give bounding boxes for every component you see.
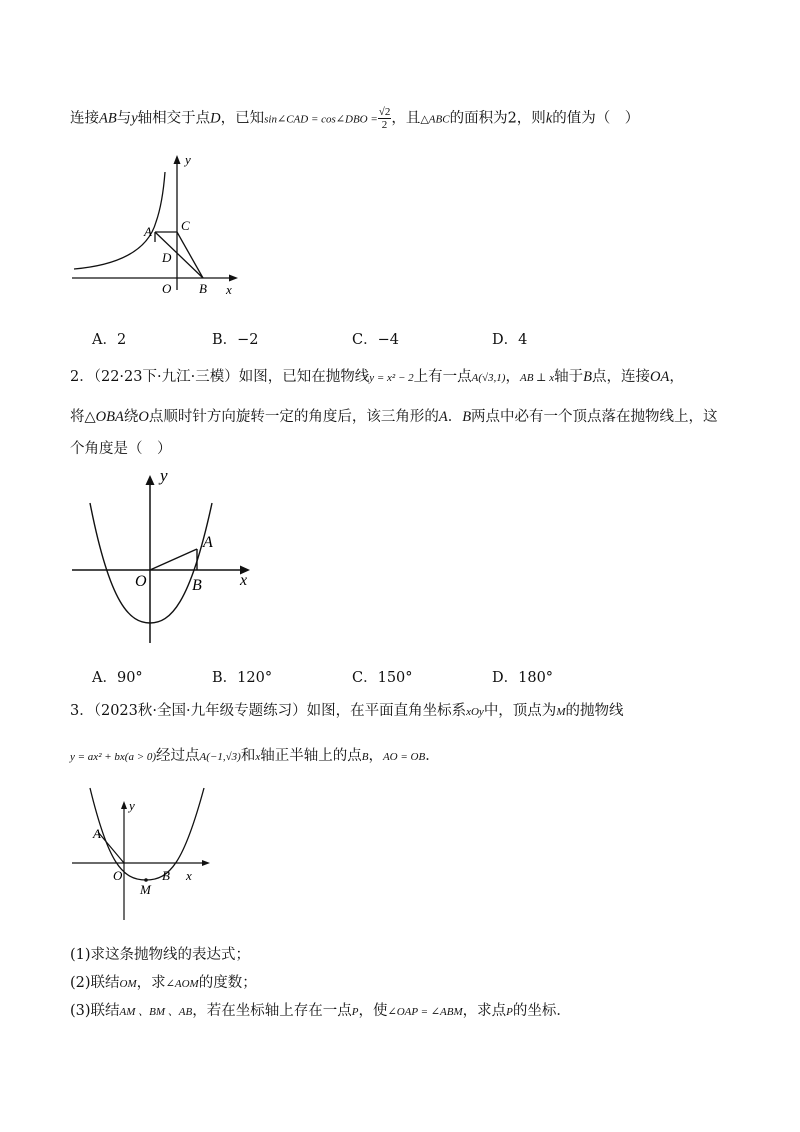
q3-line1 xyxy=(70,700,623,723)
q3-fig-label-O: O xyxy=(113,868,123,883)
q2-text: 轴于 xyxy=(554,369,584,385)
q3-fig-label-y: y xyxy=(129,798,135,813)
q2-line2 xyxy=(70,406,718,428)
q1-fraction xyxy=(378,106,392,131)
q2-figure xyxy=(60,465,270,645)
q3-text: ， xyxy=(368,748,383,764)
q3-segments: AM 、BM 、AB xyxy=(119,1006,193,1018)
q2-text: ． xyxy=(447,409,463,425)
q3-text: ，使 xyxy=(358,1003,388,1019)
q2-text: 绕 xyxy=(123,409,139,425)
q1-frac-num: √2 xyxy=(378,106,391,118)
q3-B: B xyxy=(361,751,369,763)
q2-fig-label-y: y xyxy=(160,466,168,485)
q1-text: ，已知 xyxy=(220,110,265,127)
q1-fig-label-C: C xyxy=(181,218,190,233)
q3-sub1 xyxy=(70,944,250,966)
q2-option-c[interactable]: C．150° xyxy=(352,670,413,686)
q3-text: 轴正半轴上的点 xyxy=(260,748,362,764)
q3-fig-label-B: B xyxy=(162,868,170,883)
q2-text: ， xyxy=(669,369,684,385)
q2-fig-label-B: B xyxy=(192,577,202,594)
q1-fig-label-y: y xyxy=(185,152,191,167)
q2-text: 点顺时针方向旋转一定的角度后，该三角形的 xyxy=(148,409,439,425)
q1-text: ，且 xyxy=(391,110,421,127)
q2-option-d[interactable]: D．180° xyxy=(492,670,554,686)
q3-sub2 xyxy=(70,972,257,995)
q1-D: D xyxy=(210,110,221,127)
q2-line3 xyxy=(70,438,172,460)
q3-subquestion-1: (1)求这条抛物线的表达式； xyxy=(70,947,251,963)
q2-triangle: △OBA xyxy=(84,409,124,425)
q1-text: 的值为（ ） xyxy=(552,110,640,127)
q3-text: 的抛物线 xyxy=(565,703,624,719)
q3-angle: ∠AOM xyxy=(165,978,199,990)
q3-text: 中，顶点为 xyxy=(483,703,557,719)
q3-angle-equation: ∠OAP = ∠ABM xyxy=(387,1006,463,1018)
q1-AB: AB xyxy=(99,110,117,127)
q3-sub3 xyxy=(70,1000,571,1023)
q1-text: 与 xyxy=(116,110,132,127)
q1-stem xyxy=(70,106,639,131)
q2-fig-label-O: O xyxy=(135,573,147,590)
q1-fig-label-x: x xyxy=(226,282,232,297)
q2-A: A xyxy=(438,409,448,425)
q3-text: (2)联结 xyxy=(70,975,120,991)
q3-x: x xyxy=(255,751,261,763)
q1-fig-label-A: A xyxy=(144,224,152,239)
q2-line1 xyxy=(70,366,684,389)
q3-text: ，求 xyxy=(136,975,166,991)
q3-M: M xyxy=(556,706,566,718)
q3-text: ． xyxy=(425,748,440,764)
q2-text: ， xyxy=(505,369,520,385)
q3-text: 经过点 xyxy=(156,748,200,764)
q3-line2 xyxy=(70,745,440,768)
q1-fig-label-O: O xyxy=(162,281,172,296)
q1-k: k xyxy=(545,110,553,127)
q3-OM: OM xyxy=(119,978,137,990)
q3-expression: y = ax² + bx(a > 0) xyxy=(70,751,157,763)
q1-text: 轴相交于点 xyxy=(137,110,211,127)
q2-fig-label-x: x xyxy=(240,572,248,589)
q1-fig-label-D: D xyxy=(162,250,172,265)
q3-equation: AO = OB xyxy=(382,751,426,763)
q1-figure xyxy=(60,150,260,300)
q3-text: ，若在坐标轴上存在一点 xyxy=(192,1003,352,1019)
q2-text: 2．（22·23下·九江·三模）如图，已知在抛物线 xyxy=(70,369,370,385)
q2-text: 上有一点 xyxy=(413,369,472,385)
q3-text: 3．（2023秋·全国·九年级专题练习）如图，在平面直角坐标系 xyxy=(70,703,467,719)
q3-text: ，求点 xyxy=(462,1003,507,1019)
q1-option-d[interactable]: D．4 xyxy=(492,332,528,348)
q3-fig-label-A: A xyxy=(93,826,101,841)
q1-option-b[interactable]: B．−2 xyxy=(212,332,259,348)
q1-text: 连接 xyxy=(70,110,99,127)
q3-fig-label-M: M xyxy=(140,882,151,897)
q3-pointA: A(−1,√3) xyxy=(199,751,241,763)
q1-condition: sin∠CAD = cos∠DBO = xyxy=(264,113,378,126)
q2-text: 两点中必有一个顶点落在抛物线上，这 xyxy=(471,409,718,425)
q2-fig-label-A: A xyxy=(203,534,213,551)
q3-P: P xyxy=(351,1006,359,1018)
q3-text: 的坐标． xyxy=(512,1003,571,1019)
q3-figure xyxy=(60,780,220,925)
q2-B: B xyxy=(583,369,592,385)
q3-P2: P xyxy=(506,1006,513,1018)
q2-perp: AB ⊥ x xyxy=(519,372,555,384)
q2-option-a[interactable]: A．90° xyxy=(92,670,143,686)
q2-OA: OA xyxy=(650,369,670,385)
q2-B2: B xyxy=(462,409,472,425)
q2-O: O xyxy=(138,409,149,425)
q2-option-b[interactable]: B．120° xyxy=(212,670,273,686)
q3-fig-label-x: x xyxy=(186,868,192,883)
q2-text: 将 xyxy=(70,409,85,425)
q2-text: 点，连接 xyxy=(592,369,650,385)
q1-triangle: △ABC xyxy=(420,113,450,126)
q1-frac-den: 2 xyxy=(381,119,388,131)
q3-text: 的度数； xyxy=(198,975,257,991)
q1-fig-label-B: B xyxy=(199,281,207,296)
q3-text: (3)联结 xyxy=(70,1003,120,1019)
q2-parabola: y = x² − 2 xyxy=(369,372,414,384)
q1-option-c[interactable]: C．−4 xyxy=(352,332,399,348)
q3-text: 和 xyxy=(240,748,256,764)
q3-xoy: xOy xyxy=(466,706,484,718)
q1-y: y xyxy=(131,110,138,127)
q1-option-a[interactable]: A．2 xyxy=(92,332,127,348)
q1-text: 的面积为2，则 xyxy=(449,110,546,127)
q2-text: 个角度是（ ） xyxy=(70,441,172,457)
q2-pointA: A(√3,1) xyxy=(471,372,506,384)
